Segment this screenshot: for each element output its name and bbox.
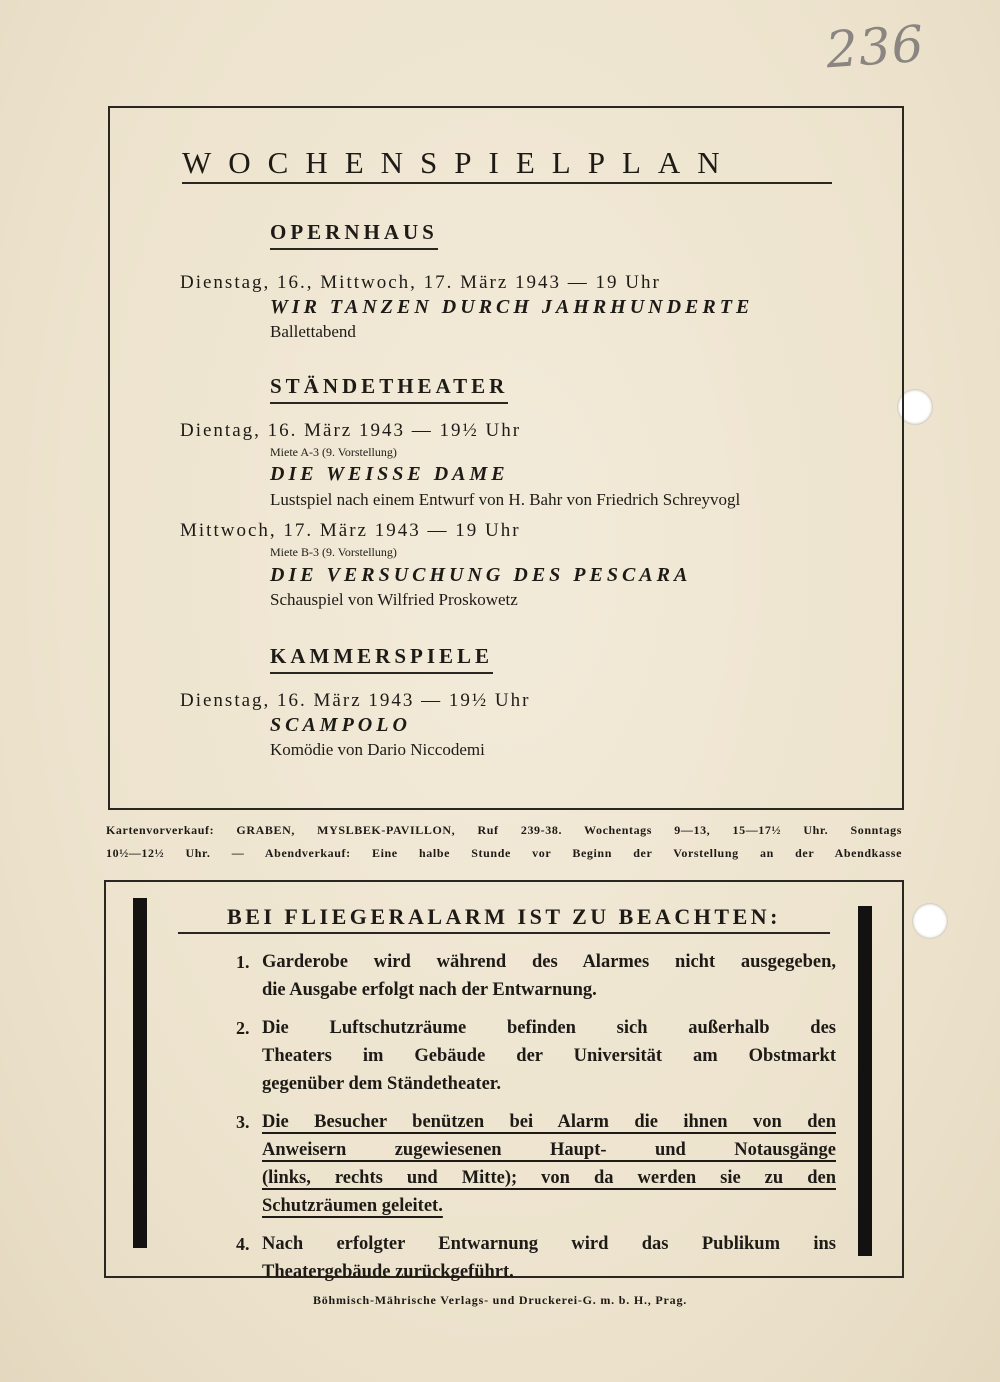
- instruction-number: 3.: [236, 1112, 250, 1132]
- air-raid-notice-box: [104, 880, 904, 1282]
- venue-heading-staendetheater: STÄNDETHEATER: [270, 374, 508, 404]
- punch-hole: [912, 903, 948, 939]
- venue-heading-kammerspiele: KAMMERSPIELE: [270, 644, 493, 674]
- instruction-item: [236, 1108, 836, 1220]
- instruction-line: Garderobe wird während des Alarmes nicht ausgegeben,: [262, 952, 836, 972]
- air-raid-instructions: [236, 948, 836, 1296]
- play-description: Komödie von Dario Niccodemi: [270, 740, 485, 759]
- play-title: WIR TANZEN DURCH JAHRHUNDERTE: [270, 296, 754, 318]
- archive-number: 236: [824, 14, 927, 80]
- instruction-line: Schutzräumen geleitet.: [262, 1196, 443, 1216]
- instruction-item: [236, 948, 836, 1004]
- instruction-line: die Ausgabe erfolgt nach der Entwarnung.: [262, 980, 597, 1000]
- weekly-program-box: [108, 106, 904, 810]
- play-title: DIE WEISSE DAME: [270, 463, 509, 485]
- instruction-item: [236, 1230, 836, 1286]
- instruction-line: gegenüber dem Ständetheater.: [262, 1074, 501, 1094]
- event-date: Dientag, 16. März 1943 — 19½ Uhr: [180, 420, 522, 441]
- instruction-number: 2.: [236, 1018, 250, 1038]
- event-date: Dienstag, 16. März 1943 — 19½ Uhr: [180, 690, 531, 711]
- instruction-line: (links, rechts und Mitte); von da werden sie zu den: [262, 1168, 836, 1188]
- ticket-sales-info: Kartenvorverkauf: GRABEN, MYSLBEK-PAVILLON, Ruf 239-38. Wochentags 9—13, 15—17½ Uhr. Sonntags: [106, 823, 902, 837]
- subscription-info: Miete B-3 (9. Vorstellung): [270, 545, 397, 559]
- instruction-line: Theaters im Gebäude der Universität am Obstmarkt: [262, 1046, 836, 1066]
- play-description: Ballettabend: [270, 322, 356, 341]
- evening-sales-info: 10½—12½ Uhr. — Abendverkauf: Eine halbe Stunde vor Beginn der Vorstellung an der Abendkasse: [106, 846, 902, 860]
- instruction-number: 4.: [236, 1234, 250, 1254]
- instruction-number: 1.: [236, 952, 250, 972]
- instruction-line: Die Luftschutzräume befinden sich außerhalb des: [262, 1018, 836, 1038]
- instruction-item: [236, 1014, 836, 1098]
- decorative-bar: [858, 906, 872, 1256]
- instruction-line: Theatergebäude zurückgeführt.: [262, 1262, 514, 1282]
- venue-heading-opernhaus: OPERNHAUS: [270, 220, 438, 250]
- air-raid-heading: BEI FLIEGERALARM IST ZU BEACHTEN:: [178, 904, 830, 934]
- program-title: WOCHENSPIELPLAN: [182, 146, 832, 184]
- decorative-bar: [133, 898, 147, 1248]
- instruction-line: Nach erfolgter Entwarnung wird das Publikum ins: [262, 1234, 836, 1254]
- instruction-line: Die Besucher benützen bei Alarm die ihnen von den: [262, 1112, 836, 1132]
- instruction-line: Anweisern zugewiesenen Haupt- und Notausgänge: [262, 1140, 836, 1160]
- play-title: DIE VERSUCHUNG DES PESCARA: [270, 564, 692, 586]
- play-title: SCAMPOLO: [270, 714, 411, 736]
- subscription-info: Miete A-3 (9. Vorstellung): [270, 445, 397, 459]
- printer-imprint: Böhmisch-Mährische Verlags- und Druckerei-G. m. b. H., Prag.: [312, 1293, 688, 1307]
- play-description: Schauspiel von Wilfried Proskowetz: [270, 590, 518, 609]
- event-date: Mittwoch, 17. März 1943 — 19 Uhr: [180, 520, 521, 541]
- play-description: Lustspiel nach einem Entwurf von H. Bahr von Friedrich Schreyvogl: [270, 490, 741, 509]
- event-date: Dienstag, 16., Mittwoch, 17. März 1943 — 19 Uhr: [180, 272, 661, 293]
